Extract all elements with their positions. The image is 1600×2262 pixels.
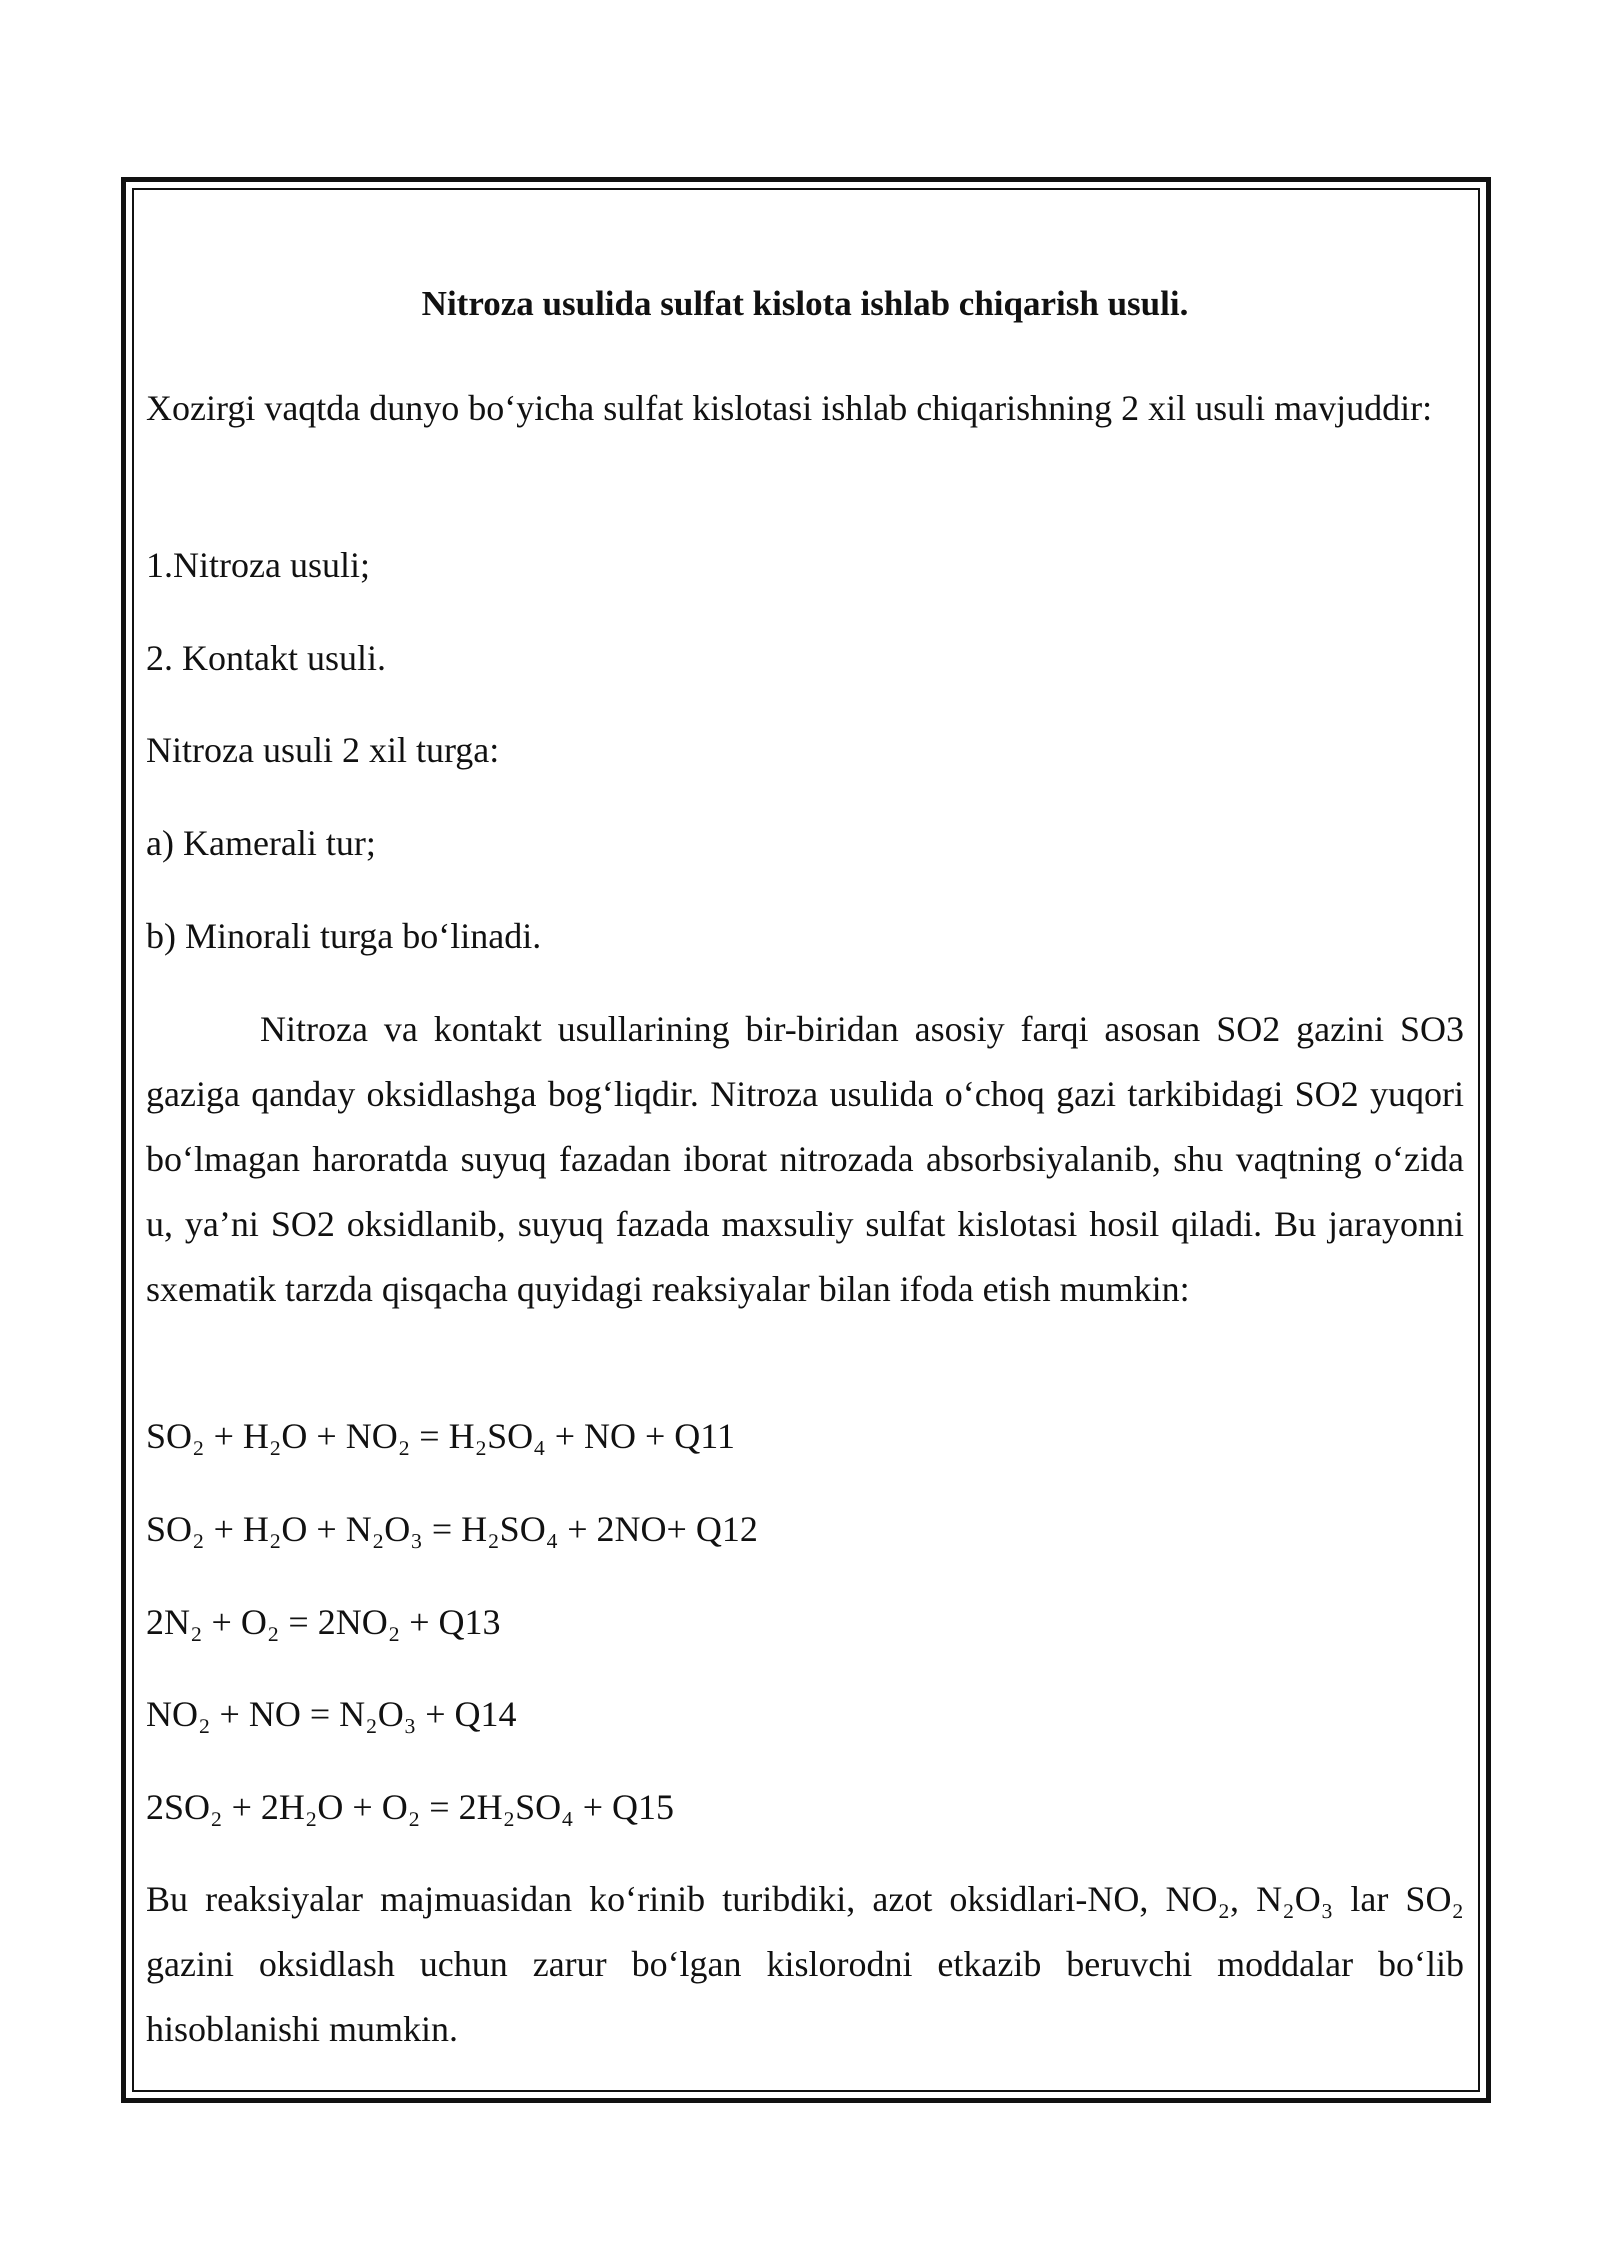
list-item-2: 2. Kontakt usuli. <box>146 638 386 678</box>
equation-4: NO₂ + NO = N₂O₃ + Q14 <box>146 1694 517 1734</box>
equation-5: 2SO₂ + 2H₂O + O₂ = 2H₂SO₄ + Q15 <box>146 1787 674 1827</box>
type-a: a) Kamerali tur; <box>146 823 376 863</box>
main-paragraph: Nitroza va kontakt usullarining bir-biridan asosiy farqi asosan SO2 gazini SO3 gaziga qanday oksidlashga bog‘liqdir. Nitroza usulida o‘choq gazi tarkibidagi SO2 yuqori bo‘lmagan haroratda suyuq fazadan iborat nitrozada absorbsiyalanib, shu vaqtning o‘zida u, ya’ni SO2 oksidlanib, suyuq fazada maxsuliy sulfat kislotasi hosil qiladi. Bu jarayonni sxematik tarzda qisqacha quyidagi reaksiyalar bilan ifoda etish mumkin: <box>146 1009 1464 1309</box>
equation-1: SO₂ + H₂O + NO₂ = H₂SO₄ + NO + Q11 <box>146 1416 735 1456</box>
equation-2: SO₂ + H₂O + N₂O₃ = H₂SO₄ + 2NO+ Q12 <box>146 1509 758 1549</box>
document-title: Nitroza usulida sulfat kislota ishlab chiqarish usuli. <box>421 284 1189 323</box>
conclusion-paragraph: Bu reaksiyalar majmuasidan ko‘rinib turibdiki, azot oksidlari-NO, NO₂, N₂O₃ lar SO₂ gazini oksidlash uchun zarur bo‘lgan kislorodni etkazib beruvchi moddalar bo‘lib hisoblanishi mumkin. <box>146 1879 1464 2049</box>
list-item-1: 1.Nitroza usuli; <box>146 545 370 585</box>
intro-paragraph: Xozirgi vaqtda dunyo bo‘yicha sulfat kislotasi ishlab chiqarishning 2 xil usuli mavjuddir: <box>146 388 1433 428</box>
types-intro: Nitroza usuli 2 xil turga: <box>146 730 500 770</box>
type-b: b) Minorali turga bo‘linadi. <box>146 916 542 956</box>
equation-3: 2N₂ + O₂ = 2NO₂ + Q13 <box>146 1602 501 1642</box>
